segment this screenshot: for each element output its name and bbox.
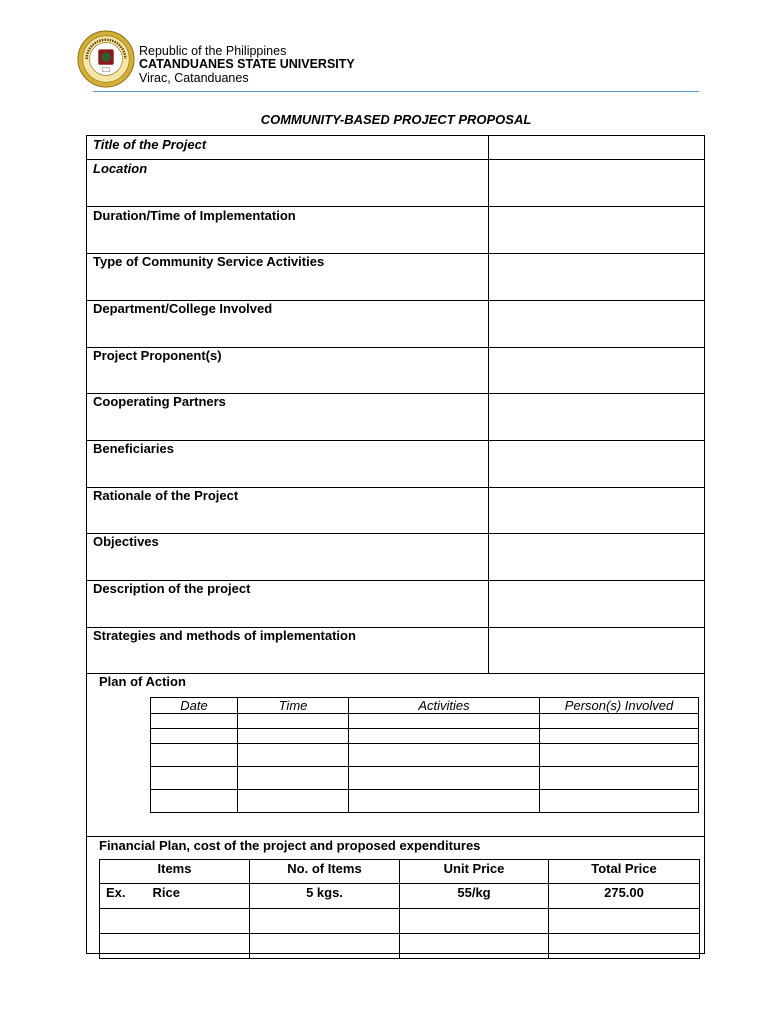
fin-header-unit-price: Unit Price bbox=[400, 860, 549, 884]
example-item-cell bbox=[100, 884, 250, 909]
table-row bbox=[100, 909, 700, 934]
proposal-form bbox=[86, 135, 705, 954]
fin-header-count: No. of Items bbox=[250, 860, 400, 884]
table-row bbox=[100, 884, 700, 909]
university-location: Virac, Catanduanes bbox=[139, 71, 249, 85]
field-label-activity-type: Type of Community Service Activities bbox=[93, 254, 325, 269]
field-label-proponents: Project Proponent(s) bbox=[93, 348, 222, 363]
field-label-title: Title of the Project bbox=[93, 137, 207, 152]
field-label-description: Description of the project bbox=[93, 581, 251, 596]
example-unit-price: 55/kg bbox=[400, 884, 549, 909]
table-row bbox=[151, 729, 699, 744]
example-total: 275.00 bbox=[549, 884, 700, 909]
plan-header-time: Time bbox=[238, 698, 349, 714]
table-row bbox=[151, 790, 699, 813]
field-label-partners: Cooperating Partners bbox=[93, 394, 226, 409]
field-label-strategies: Strategies and methods of implementation bbox=[93, 628, 356, 643]
table-row bbox=[151, 767, 699, 790]
fin-header-total-price: Total Price bbox=[549, 860, 700, 884]
table-row bbox=[100, 934, 700, 959]
plan-of-action-label: Plan of Action bbox=[99, 674, 186, 689]
column-divider bbox=[488, 136, 489, 674]
example-qty: 5 kgs. bbox=[250, 884, 400, 909]
field-label-objectives: Objectives bbox=[93, 534, 159, 549]
fin-header-items: Items bbox=[100, 860, 250, 884]
table-row bbox=[151, 744, 699, 767]
field-label-beneficiaries: Beneficiaries bbox=[93, 441, 174, 456]
field-label-department: Department/College Involved bbox=[93, 301, 273, 316]
plan-of-action-table bbox=[150, 697, 699, 813]
plan-header-date: Date bbox=[151, 698, 238, 714]
example-prefix: Ex. bbox=[106, 885, 126, 900]
table-row bbox=[151, 714, 699, 729]
financial-plan-table bbox=[99, 859, 700, 959]
university-name: CATANDUANES STATE UNIVERSITY bbox=[139, 57, 355, 71]
document-title: COMMUNITY-BASED PROJECT PROPOSAL bbox=[260, 112, 532, 127]
field-label-location: Location bbox=[93, 161, 148, 176]
field-label-rationale: Rationale of the Project bbox=[93, 488, 239, 503]
financial-plan-label: Financial Plan, cost of the project and proposed expenditures bbox=[99, 838, 481, 853]
plan-header-activities: Activities bbox=[349, 698, 540, 714]
example-item: Rice bbox=[152, 885, 180, 900]
header-divider bbox=[93, 91, 699, 92]
university-seal-icon bbox=[77, 30, 135, 88]
republic-line: Republic of the Philippines bbox=[139, 44, 287, 58]
field-label-duration: Duration/Time of Implementation bbox=[93, 208, 296, 223]
plan-header-persons: Person(s) Involved bbox=[540, 698, 699, 714]
